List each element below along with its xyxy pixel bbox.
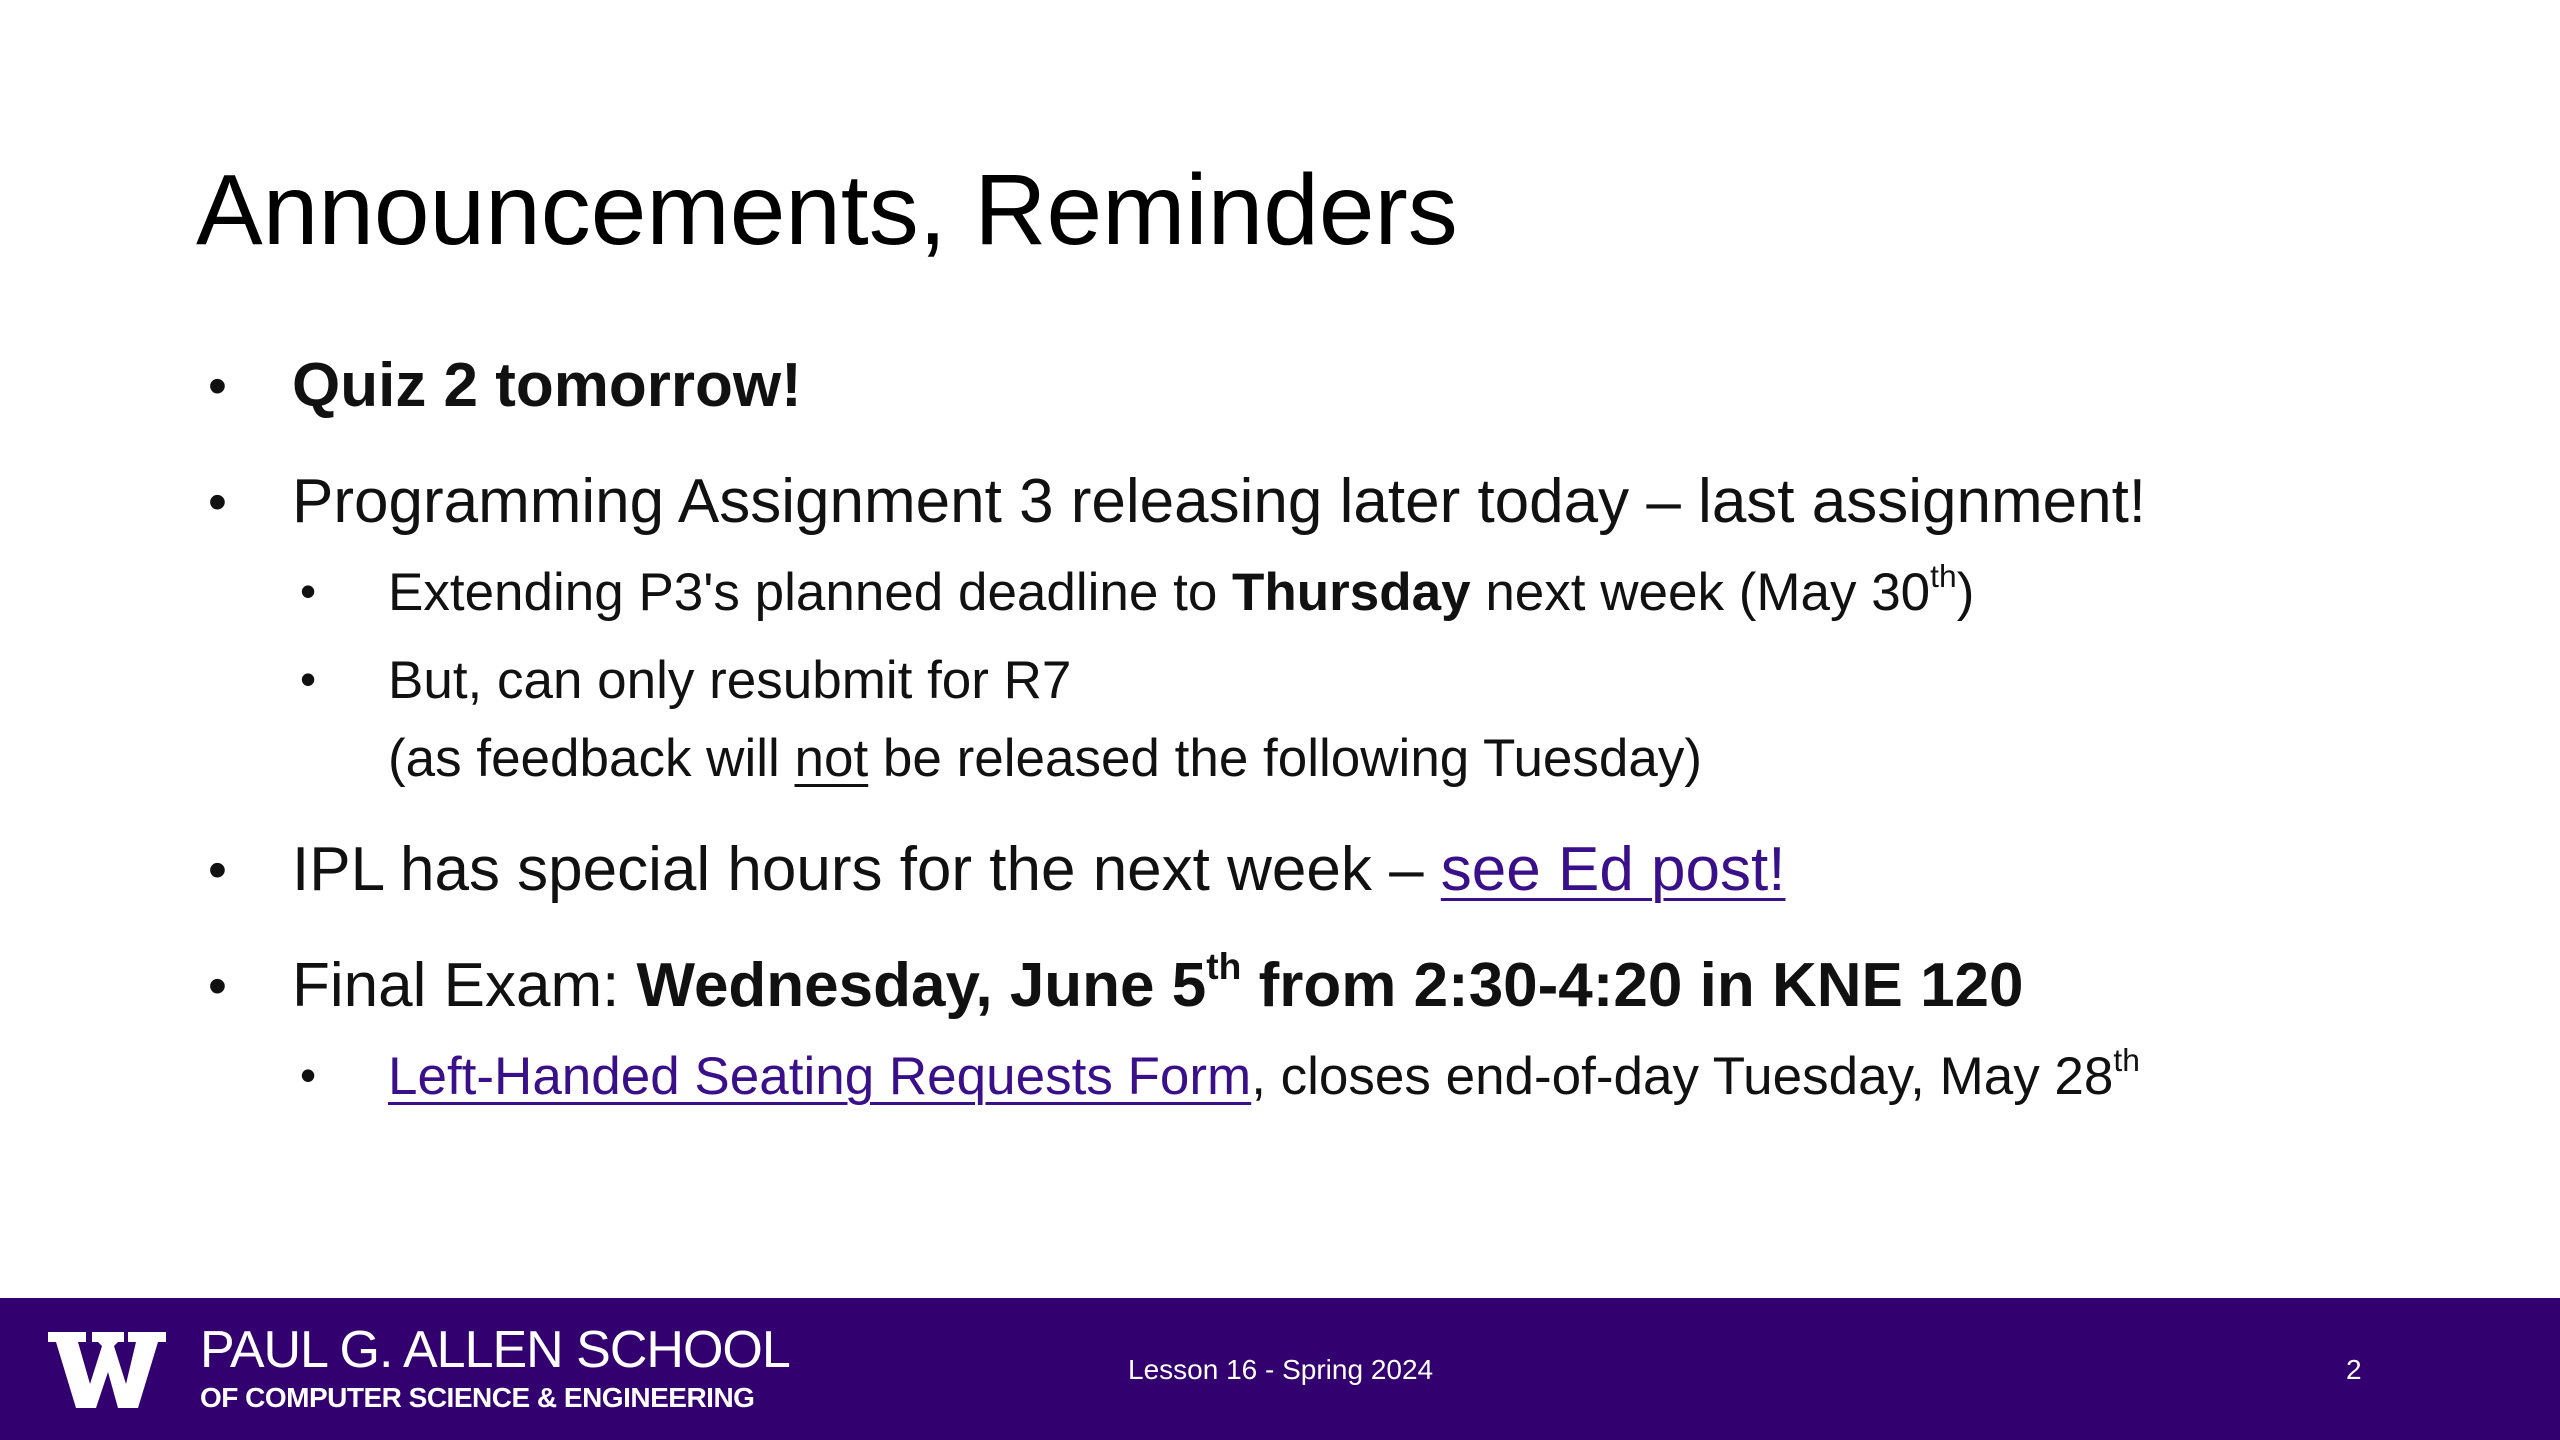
seating-text: , closes end-of-day Tuesday, May 28 bbox=[1251, 1047, 2114, 1106]
bullet-dot: • bbox=[300, 1049, 317, 1101]
bullet-list bbox=[196, 340, 2436, 1116]
bullet-pa3-resubmit bbox=[196, 642, 2436, 798]
ipl-text: IPL has special hours for the next week – bbox=[292, 835, 1441, 904]
bullet-dot: • bbox=[300, 653, 317, 705]
deadline-sup: th bbox=[1930, 557, 1957, 594]
bullet-ipl bbox=[196, 824, 2436, 916]
deadline-text-before: Extending P3's planned deadline to bbox=[388, 563, 1233, 622]
deadline-day: Thursday bbox=[1232, 563, 1471, 622]
school-subtitle: OF COMPUTER SCIENCE & ENGINEERING bbox=[200, 1382, 755, 1413]
bullet-pa3-deadline bbox=[196, 554, 2436, 632]
ed-post-link[interactable]: see Ed post! bbox=[1440, 835, 1786, 904]
page-number: 2 bbox=[2346, 1354, 2362, 1385]
bullet-seating bbox=[196, 1038, 2436, 1116]
final-label: Final Exam: bbox=[292, 951, 637, 1020]
quiz-text: Quiz 2 tomorrow! bbox=[292, 351, 802, 420]
final-date bbox=[636, 944, 2024, 1020]
pa3-text: Programming Assignment 3 releasing later today – last assignment! bbox=[292, 467, 2147, 536]
resubmit-line-1: But, can only resubmit for R7 bbox=[388, 651, 1072, 710]
bullet-pa3 bbox=[196, 456, 2436, 548]
resubmit-line-2-before: (as feedback will bbox=[388, 729, 795, 788]
final-date-sup: th bbox=[1206, 944, 1242, 987]
slide-title: Announcements, Reminders bbox=[196, 154, 1458, 266]
deadline-text-after: next week (May 30 bbox=[1470, 563, 1931, 622]
deadline-text-end: ) bbox=[1956, 563, 1975, 622]
school-name: PAUL G. ALLEN SCHOOL bbox=[200, 1321, 790, 1379]
seating-sup: th bbox=[2113, 1041, 2140, 1078]
bullet-quiz bbox=[196, 340, 2436, 432]
resubmit-line-2-after: be released the following Tuesday) bbox=[868, 729, 1702, 788]
bullet-final-exam bbox=[196, 940, 2436, 1032]
lesson-label: Lesson 16 - Spring 2024 bbox=[1128, 1354, 1434, 1385]
final-date-before: Wednesday, June 5 bbox=[636, 951, 1207, 1020]
bullet-dot: • bbox=[300, 565, 317, 617]
bullet-dot: • bbox=[208, 472, 227, 532]
resubmit-not: not bbox=[794, 729, 869, 788]
bullet-dot: • bbox=[208, 840, 227, 900]
bullet-dot: • bbox=[208, 956, 227, 1016]
final-date-after: from 2:30-4:20 in KNE 120 bbox=[1241, 951, 2024, 1020]
seating-form-link[interactable]: Left-Handed Seating Requests Form bbox=[388, 1047, 1252, 1106]
footer-bar bbox=[0, 1298, 2560, 1440]
bullet-dot: • bbox=[208, 356, 227, 416]
resubmit-line-2 bbox=[388, 720, 2436, 798]
uw-w-logo-icon bbox=[46, 1328, 168, 1410]
